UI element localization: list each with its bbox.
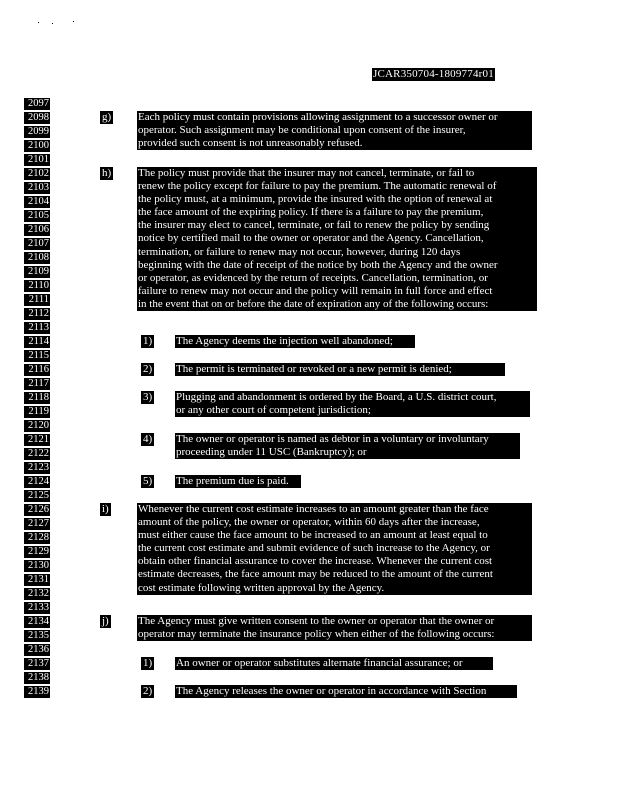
line-number: 2102 (24, 168, 50, 180)
line-number: 2128 (24, 532, 50, 544)
line-number: 2115 (24, 350, 50, 362)
line-number: 2103 (24, 182, 50, 194)
text-line: An owner or operator substitutes alternate financial assurance; or (176, 657, 463, 669)
line-number: 2130 (24, 560, 50, 572)
line-number: 2106 (24, 224, 50, 236)
document-id: JCAR350704-1809774r01 (373, 68, 494, 80)
line-number: 2120 (24, 420, 50, 432)
item-marker: 3) (143, 391, 153, 403)
scan-speck (38, 22, 39, 23)
text-line: The premium due is paid. (176, 475, 289, 487)
line-number: 2101 (24, 154, 50, 166)
item-marker: 2) (143, 685, 153, 697)
text-line: The Agency must give written consent to the owner or operator that the owner or (138, 615, 495, 627)
line-number: 2134 (24, 616, 50, 628)
section-marker-g: g) (102, 111, 112, 123)
line-number: 2114 (24, 336, 50, 348)
section-i-text (137, 503, 532, 595)
line-number: 2107 (24, 238, 50, 250)
line-number: 2133 (24, 602, 50, 614)
line-number: 2123 (24, 462, 50, 474)
line-number: 2108 (24, 252, 50, 264)
line-number: 2126 (24, 504, 50, 516)
section-h-text (137, 167, 537, 311)
text-line: estimate decreases, the face amount may be reduced to the amount of the current (138, 568, 493, 581)
text-line: Whenever the current cost estimate increases to an amount greater than the face (138, 503, 489, 515)
line-number: 2097 (24, 98, 50, 110)
line-number: 2118 (24, 392, 50, 404)
item-text (175, 657, 493, 670)
line-number: 2136 (24, 644, 50, 656)
line-number: 2112 (24, 308, 50, 320)
item-text (175, 475, 301, 488)
text-line: the insurer may elect to cancel, terminate, or fail to renew the policy by sending (138, 219, 490, 232)
scan-speck (73, 21, 74, 22)
line-number: 2111 (24, 294, 50, 306)
line-number: 2105 (24, 210, 50, 222)
item-text (175, 685, 517, 698)
line-number: 2110 (24, 280, 50, 292)
line-number: 2127 (24, 518, 50, 530)
item-text (175, 335, 415, 348)
text-line: operator. Such assignment may be conditional upon consent of the insurer, (138, 124, 466, 137)
item-marker: 1) (143, 657, 153, 669)
text-line: amount of the policy, the owner or operator, within 60 days after the increase, (138, 516, 480, 529)
line-number: 2100 (24, 140, 50, 152)
section-marker-j: j) (102, 615, 109, 627)
item-marker: 4) (143, 433, 153, 445)
section-marker-i: i) (102, 503, 109, 515)
text-line: the policy must, at a minimum, provide the insured with the option of renewal at (138, 193, 493, 206)
line-number: 2113 (24, 322, 50, 334)
text-line: renew the policy except for failure to pay the premium. The automatic renewal of (138, 180, 497, 193)
text-line: The Agency deems the injection well abandoned; (176, 335, 393, 347)
line-number: 2135 (24, 630, 50, 642)
line-number: 2138 (24, 672, 50, 684)
text-line: Plugging and abandonment is ordered by the Board, a U.S. district court, (176, 391, 497, 403)
line-number: 2124 (24, 476, 50, 488)
item-text (175, 391, 530, 417)
text-line: cost estimate following written approval by the Agency. (138, 581, 385, 594)
line-number: 2121 (24, 434, 50, 446)
scan-speck (52, 23, 53, 24)
text-line: failure to renew may not occur and the policy will remain in full force and effect (138, 284, 493, 297)
text-line: Each policy must contain provisions allowing assignment to a successor owner or (138, 111, 498, 123)
text-line: The policy must provide that the insurer may not cancel, terminate, or fail to (138, 167, 475, 179)
line-number: 2116 (24, 364, 50, 376)
line-number: 2132 (24, 588, 50, 600)
item-text (175, 363, 505, 376)
text-line: termination, or failure to renew may not occur, however, during 120 days (138, 245, 461, 258)
section-g-text (137, 111, 532, 150)
line-number: 2131 (24, 574, 50, 586)
text-line: or any other court of competent jurisdiction; (176, 404, 371, 417)
line-number: 2099 (24, 126, 50, 138)
line-number: 2125 (24, 490, 50, 502)
line-number: 2139 (24, 686, 50, 698)
text-line: notice by certified mail to the owner or operator and the Agency. Cancellation, (138, 232, 484, 245)
text-line: provided such consent is not unreasonably refused. (138, 137, 363, 150)
line-number: 2104 (24, 196, 50, 208)
item-marker: 2) (143, 363, 153, 375)
text-line: the face amount of the expiring policy. If there is a failure to pay the premium, (138, 206, 484, 219)
item-text (175, 433, 520, 459)
line-number: 2137 (24, 658, 50, 670)
text-line: or operator, as evidenced by the return of receipts. Cancellation, termination, or (138, 271, 488, 284)
line-number: 2109 (24, 266, 50, 278)
text-line: proceeding under 11 USC (Bankruptcy); or (176, 446, 367, 459)
line-number: 2129 (24, 546, 50, 558)
text-line: The owner or operator is named as debtor in a voluntary or involuntary (176, 433, 489, 445)
text-line: operator may terminate the insurance policy when either of the following occurs: (138, 628, 495, 641)
section-j-text (137, 615, 532, 641)
line-number: 2098 (24, 112, 50, 124)
text-line: must either cause the face amount to be increased to an amount at least equal to (138, 529, 488, 542)
text-line: The permit is terminated or revoked or a new permit is denied; (176, 363, 452, 375)
text-line: beginning with the date of receipt of the notice by both the Agency and the owner (138, 258, 498, 271)
text-line: in the event that on or before the date of expiration any of the following occurs: (138, 297, 489, 310)
line-number: 2119 (24, 406, 50, 418)
item-marker: 1) (143, 335, 153, 347)
section-marker-h: h) (102, 167, 112, 179)
text-line: The Agency releases the owner or operator in accordance with Section (176, 685, 487, 697)
line-number: 2122 (24, 448, 50, 460)
text-line: obtain other financial assurance to cover the increase. Whenever the current cost (138, 555, 493, 568)
text-line: the current cost estimate and submit evidence of such increase to the Agency, or (138, 542, 490, 555)
line-number: 2117 (24, 378, 50, 390)
item-marker: 5) (143, 475, 153, 487)
